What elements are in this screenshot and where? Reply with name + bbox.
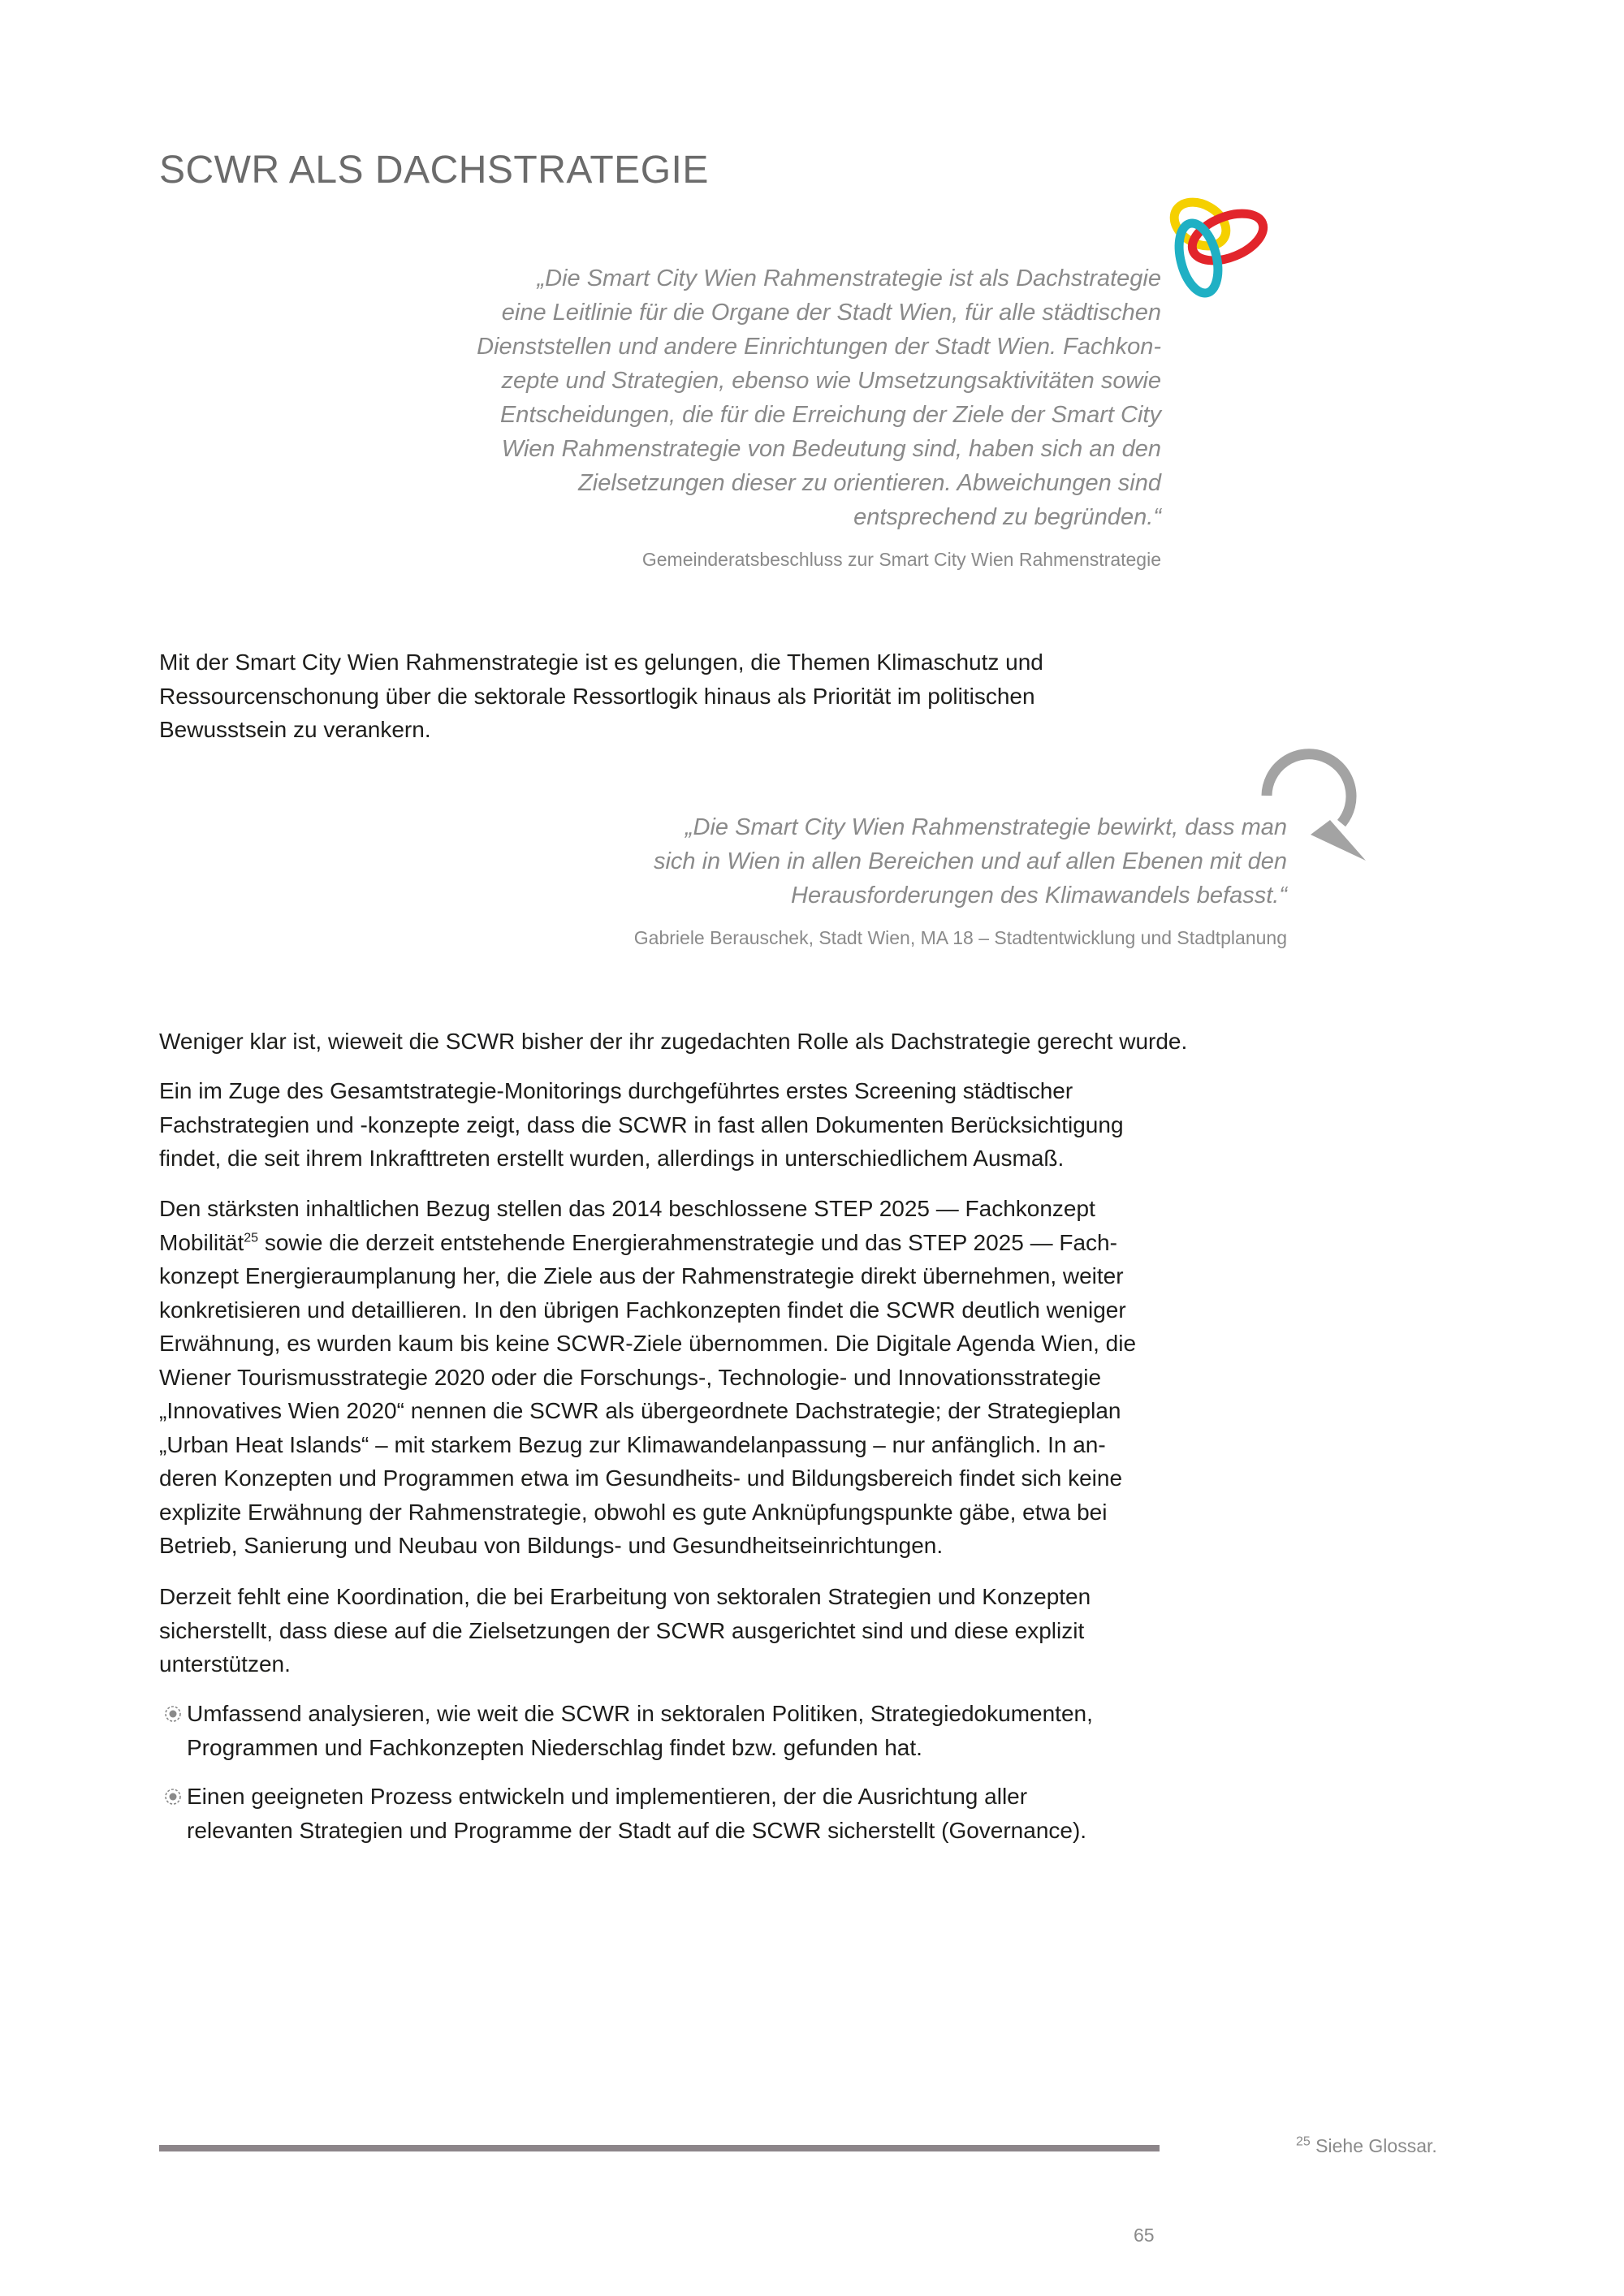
gear-bullet-icon (159, 1787, 187, 1806)
quote-1-line: Dienststellen und andere Einrichtungen der Stadt Wien. Fachkon- (477, 334, 1161, 360)
paragraph-2-line: Ein im Zuge des Gesamtstrategie-Monitorings durchgeführtes erstes Screening städtischer (159, 1078, 1073, 1103)
quote-1-line: zepte und Strategien, ebenso wie Umsetzungsaktivitäten sowie (501, 368, 1161, 394)
footnote-number: 25 (1296, 2134, 1311, 2149)
intro-line: Ressourcenschonung über die sektorale Ressortlogik hinaus als Priorität im politischen (159, 683, 1035, 709)
paragraph-3-text-pre: Mobilität (159, 1229, 244, 1255)
recommendation-item (159, 1780, 1086, 1847)
gear-bullet-icon (159, 1704, 187, 1724)
paragraph-1-line: Weniger klar ist, wieweit die SCWR bisher der ihr zugedachten Rolle als Dachstrategie gerecht wurde. (159, 1029, 1188, 1054)
paragraph-2-line: findet, die seit ihrem Inkrafttreten erstellt wurden, allerdings in unterschiedlichem Ausmaß. (159, 1146, 1065, 1171)
paragraph-3-text-post: sowie die derzeit entstehende Energierahmenstrategie und das STEP 2025 — Fach- (258, 1229, 1117, 1255)
body-paragraph-1 (159, 1025, 1187, 1059)
paragraph-4-line: Derzeit fehlt eine Koordination, die bei Erarbeitung von sektoralen Strategien und Konzepten (159, 1584, 1091, 1609)
paragraph-3-line: Wiener Tourismusstrategie 2020 oder die Forschungs-, Technologie- und Innovationsstrategie (159, 1364, 1102, 1390)
quote-1-line: Zielsetzungen dieser zu orientieren. Abweichungen sind (578, 470, 1161, 496)
paragraph-4-line: sicherstellt, dass diese auf die Zielsetzungen der SCWR ausgerichtet sind und diese explizit (159, 1617, 1085, 1643)
recommendation-line: relevanten Strategien und Programme der Stadt auf die SCWR sicherstellt (Governance). (187, 1817, 1087, 1843)
paragraph-3-line: „Urban Heat Islands“ – mit starkem Bezug zur Klimawandelanpassung – nur anfänglich. In an- (159, 1431, 1106, 1457)
quote-1-line: eine Leitlinie für die Organe der Stadt Wien, für alle städtischen (501, 300, 1161, 326)
paragraph-3-line: konzept Energieraumplanung her, die Ziele aus der Rahmenstrategie direkt übernehmen, weiter (159, 1263, 1124, 1288)
footnote-reference[interactable]: 25 (244, 1231, 259, 1245)
intro-line: Mit der Smart City Wien Rahmenstrategie ist es gelungen, die Themen Klimaschutz und (159, 650, 1043, 675)
footnote (1296, 2135, 1437, 2157)
smart-city-rings-logo-icon (1153, 188, 1275, 310)
quote-1-line: „Die Smart City Wien Rahmenstrategie ist als Dachstrategie (537, 265, 1161, 291)
intro-paragraph (159, 645, 1043, 747)
quote-1-line: Entscheidungen, die für die Erreichung der Ziele der Smart City (499, 402, 1161, 428)
paragraph-3-line: deren Konzepten und Programmen etwa im Gesundheits- und Bildungsbereich findet sich keine (159, 1465, 1123, 1491)
quote-1-source: Gemeinderatsbeschluss zur Smart City Wien Rahmenstrategie (641, 549, 1161, 570)
paragraph-3-line: Den stärksten inhaltlichen Bezug stellen das 2014 beschlossene STEP 2025 — Fachkonzept (159, 1196, 1095, 1221)
quote-block-1 (406, 261, 1161, 571)
intro-line: Bewusstsein zu verankern. (159, 717, 431, 742)
quote-1-line: Wien Rahmenstrategie von Bedeutung sind, haben sich an den (501, 436, 1161, 462)
quote-2-line: Herausforderungen des Klimawandels befasst.“ (791, 883, 1287, 908)
recommendation-line: Programmen und Fachkonzepten Niederschlag findet bzw. gefunden hat. (187, 1734, 922, 1760)
recommendation-line: Umfassend analysieren, wie weit die SCWR in sektoralen Politiken, Strategiedokumenten, (187, 1701, 1093, 1726)
quote-2-line: „Die Smart City Wien Rahmenstrategie bewirkt, dass man (685, 814, 1287, 840)
footnote-divider (159, 2145, 1160, 2151)
paragraph-2-line: Fachstrategien und -konzepte zeigt, dass die SCWR in fast allen Dokumenten Berücksichtigung (159, 1111, 1124, 1137)
recommendation-item (159, 1697, 1093, 1764)
body-paragraph-2 (159, 1074, 1124, 1176)
quote-2-text (487, 810, 1287, 913)
paragraph-4-line: unterstützen. (159, 1651, 291, 1677)
paragraph-3-line: „Innovatives Wien 2020“ nennen die SCWR als übergeordnete Dachstrategie; der Strategieplan (159, 1398, 1121, 1423)
paragraph-3-line: Betrieb, Sanierung und Neubau von Bildungs- und Gesundheitseinrichtungen. (159, 1533, 944, 1558)
quote-2-source: Gabriele Berauschek, Stadt Wien, MA 18 – Stadtentwicklung und Stadtplanung (633, 927, 1287, 948)
recommendation-line: Einen geeigneten Prozess entwickeln und implementieren, der die Ausrichtung aller (187, 1784, 1028, 1809)
quote-block-2 (487, 810, 1287, 949)
page-title: SCWR ALS DACHSTRATEGIE (159, 149, 709, 192)
body-paragraph-4 (159, 1580, 1091, 1681)
quote-2-line: sich in Wien in allen Bereichen und auf allen Ebenen mit den (653, 848, 1287, 874)
page-number: 65 (1134, 2225, 1155, 2246)
paragraph-3-line: konkretisieren und detaillieren. In den übrigen Fachkonzepten findet die SCWR deutlich weniger (159, 1297, 1126, 1323)
footnote-text: Siehe Glossar. (1310, 2135, 1437, 2156)
paragraph-3-line: Erwähnung, es wurden kaum bis keine SCWR-Ziele übernommen. Die Digitale Agenda Wien, die (159, 1331, 1137, 1356)
paragraph-3-line-with-footnote (159, 1226, 1136, 1260)
body-paragraph-3 (159, 1192, 1136, 1563)
quote-1-text (406, 261, 1161, 534)
paragraph-3-line: explizite Erwähnung der Rahmenstrategie, obwohl es gute Anknüpfungspunkte gäbe, etwa bei (159, 1499, 1108, 1525)
quote-1-line: entsprechend zu begründen.“ (853, 504, 1161, 530)
